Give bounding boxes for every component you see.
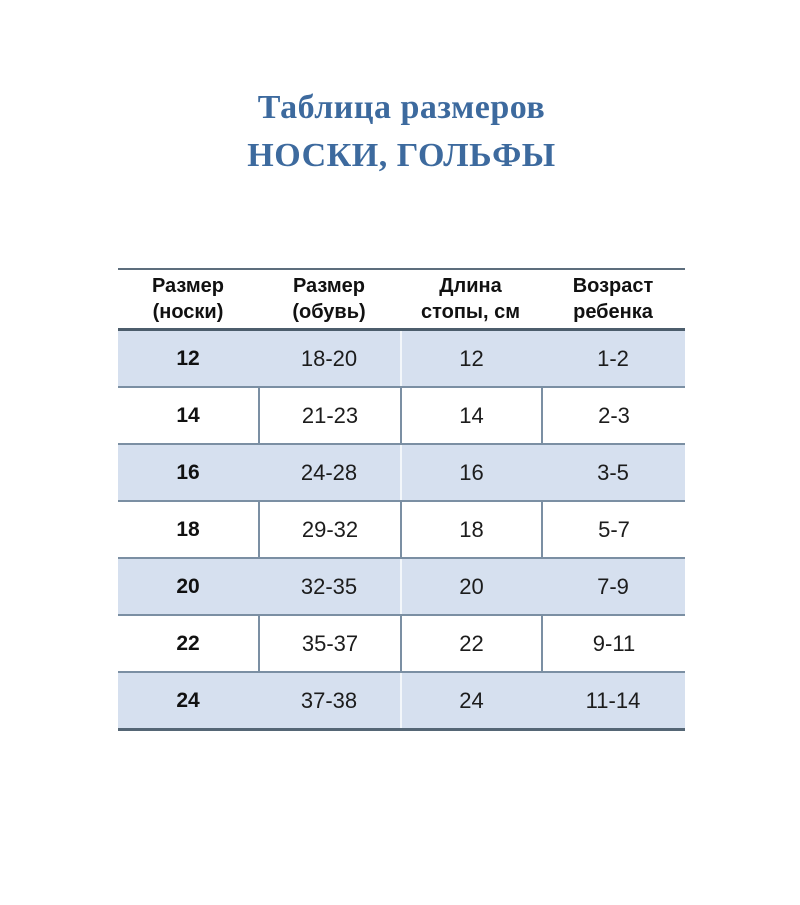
column-header-size-socks xyxy=(118,270,258,328)
cell-size-shoes: 37-38 xyxy=(300,687,358,713)
cell-foot-length: 16 xyxy=(400,445,541,500)
column-header-line: Размер xyxy=(292,275,366,297)
cell-child-age: 11-14 xyxy=(585,687,641,713)
cell-child-age: 9-11 xyxy=(541,616,685,671)
table-row xyxy=(118,388,685,445)
column-header-line: ребенка xyxy=(573,301,653,323)
table-row xyxy=(118,331,685,388)
column-header-line: стопы, см xyxy=(420,301,521,323)
table-row xyxy=(118,445,685,502)
page-title-line2: НОСКИ, ГОЛЬФЫ xyxy=(247,137,556,174)
column-header-line: Размер xyxy=(151,275,225,297)
cell-foot-length: 20 xyxy=(400,559,541,614)
cell-child-age: 5-7 xyxy=(541,502,685,557)
cell-foot-length: 18 xyxy=(400,502,541,557)
cell-foot-length: 14 xyxy=(400,388,541,443)
column-header-line: (носки) xyxy=(152,301,224,323)
cell-size-shoes: 21-23 xyxy=(258,388,400,443)
cell-foot-length: 12 xyxy=(400,331,541,386)
cell-size-shoes: 29-32 xyxy=(258,502,400,557)
table-row xyxy=(118,616,685,673)
page-title-line1: Таблица размеров xyxy=(257,89,546,126)
column-header-size-shoes xyxy=(258,270,400,328)
column-header-line: (обувь) xyxy=(292,301,366,323)
cell-child-age: 2-3 xyxy=(541,388,685,443)
cell-size-socks: 20 xyxy=(176,574,200,598)
cell-size-socks: 24 xyxy=(176,688,200,712)
cell-child-age: 1-2 xyxy=(597,345,629,371)
table-header-row xyxy=(118,270,685,331)
table-row xyxy=(118,502,685,559)
column-header-line: Длина xyxy=(439,275,502,297)
cell-foot-length: 24 xyxy=(400,673,541,728)
cell-size-socks: 22 xyxy=(176,631,200,655)
cell-size-shoes: 24-28 xyxy=(300,459,358,485)
page-title xyxy=(118,84,685,180)
table-row xyxy=(118,673,685,731)
cell-size-socks: 16 xyxy=(176,460,200,484)
cell-size-shoes: 32-35 xyxy=(300,573,358,599)
cell-size-socks: 14 xyxy=(176,403,200,427)
cell-size-socks: 18 xyxy=(176,517,200,541)
cell-foot-length: 22 xyxy=(400,616,541,671)
cell-size-shoes: 18-20 xyxy=(300,345,358,371)
column-header-child-age xyxy=(541,270,685,328)
cell-child-age: 7-9 xyxy=(597,573,629,599)
table-row xyxy=(118,559,685,616)
column-header-line: Возраст xyxy=(572,275,654,297)
column-header-foot-length xyxy=(400,270,541,328)
cell-child-age: 3-5 xyxy=(597,459,629,485)
cell-size-socks: 12 xyxy=(176,346,200,370)
cell-size-shoes: 35-37 xyxy=(258,616,400,671)
size-table xyxy=(118,268,685,731)
